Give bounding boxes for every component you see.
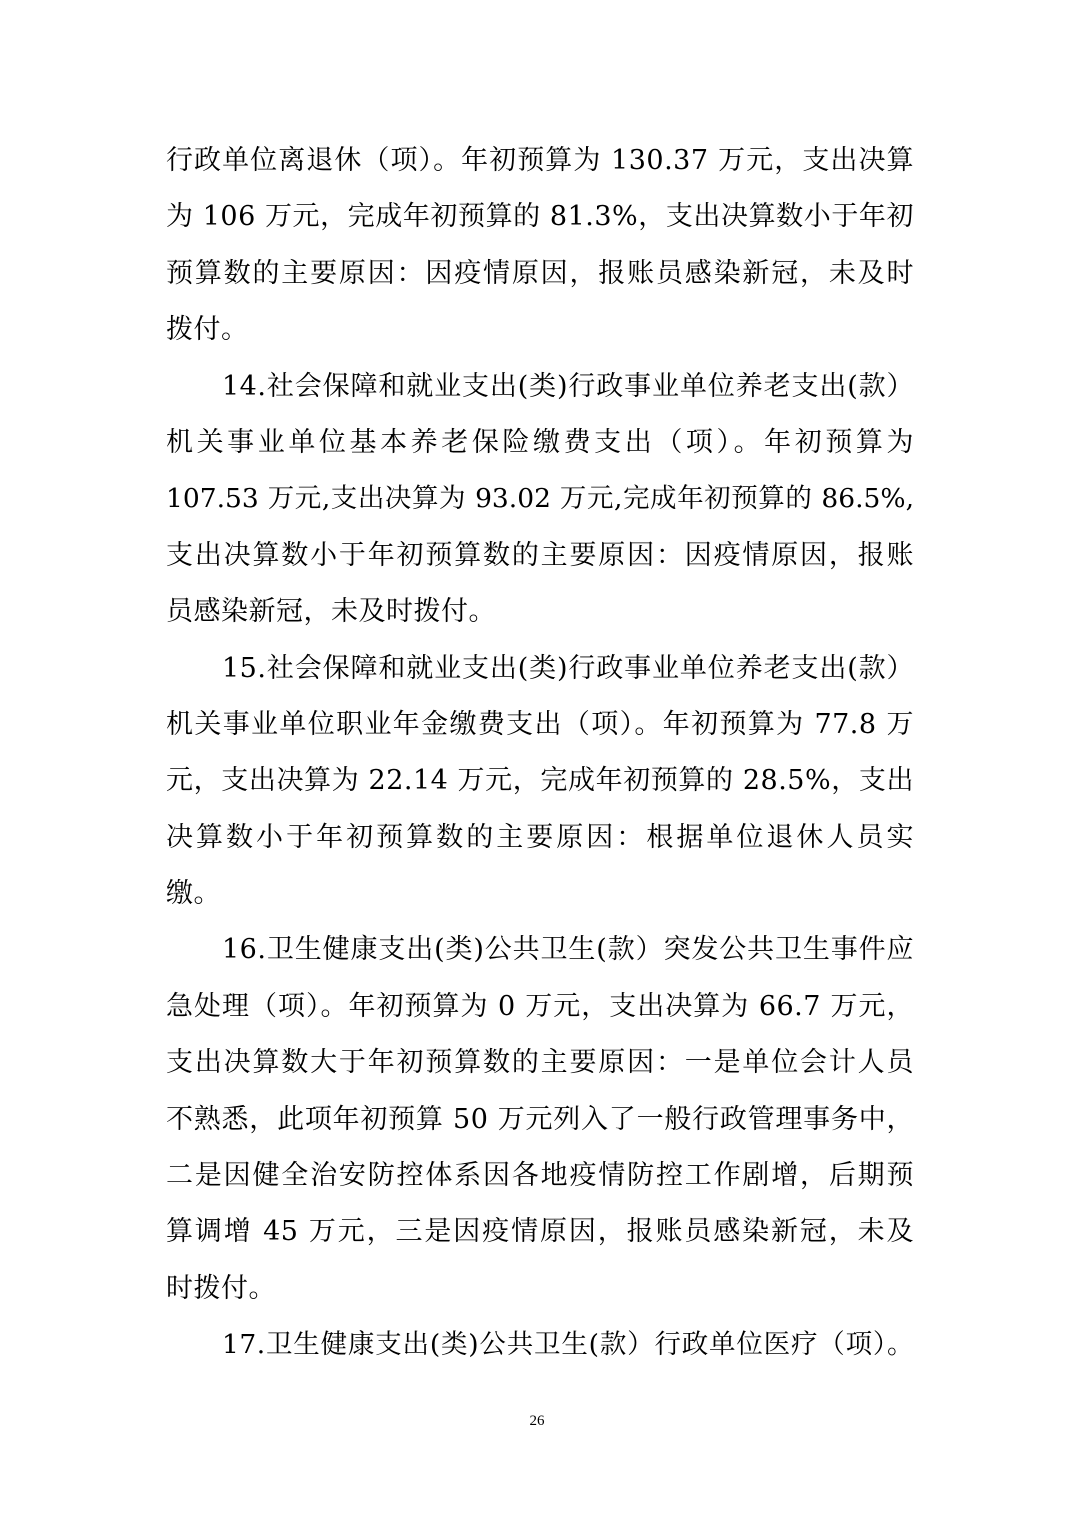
text-line: 预算数的主要原因：因疫情原因，报账员感染新冠，未及时 — [166, 257, 914, 289]
text-line: 机关事业单位基本养老保险缴费支出（项）。年初预算为 — [166, 426, 914, 458]
text-line: 行政单位离退休（项）。年初预算为 130.37 万元，支出决算 — [166, 145, 914, 176]
text-line: 急处理（项）。年初预算为 0 万元，支出决算为 66.7 万元， — [166, 990, 914, 1022]
text-line: 17.卫生健康支出(类)公共卫生(款）行政单位医疗（项）。 — [222, 1329, 914, 1361]
text-line: 16.卫生健康支出(类)公共卫生(款）突发公共卫生事件应 — [222, 934, 914, 966]
text-line: 时拨付。 — [166, 1272, 276, 1304]
page-number: 26 — [529, 1413, 545, 1429]
text-line: 元，支出决算为 22.14 万元，完成年初预算的 28.5%，支出 — [166, 765, 914, 797]
text-line: 支出决算数大于年初预算数的主要原因：一是单位会计人员 — [166, 1047, 914, 1079]
text-line: 员感染新冠，未及时拨付。 — [166, 596, 496, 628]
text-line: 107.53 万元,支出决算为 93.02 万元,完成年初预算的 86.5%, — [166, 483, 914, 515]
text-line: 为 106 万元，完成年初预算的 81.3%，支出决算数小于年初 — [166, 201, 914, 233]
text-line: 拨付。 — [166, 314, 249, 346]
text-line: 支出决算数小于年初预算数的主要原因：因疫情原因，报账 — [166, 539, 914, 571]
text-line: 不熟悉，此项年初预算 50 万元列入了一般行政管理事务中， — [166, 1103, 914, 1135]
text-line: 15.社会保障和就业支出(类)行政事业单位养老支出(款） — [222, 652, 914, 684]
text-line: 14.社会保障和就业支出(类)行政事业单位养老支出(款） — [222, 370, 914, 402]
text-line: 机关事业单位职业年金缴费支出（项）。年初预算为 77.8 万 — [166, 708, 914, 740]
body-text — [166, 133, 914, 1374]
text-line: 算调增 45 万元，三是因疫情原因，报账员感染新冠，未及 — [166, 1216, 914, 1248]
text-line: 决算数小于年初预算数的主要原因：根据单位退休人员实 — [166, 821, 914, 853]
text-line: 缴。 — [166, 878, 221, 910]
text-line: 二是因健全治安防控体系因各地疫情防控工作剧增，后期预 — [166, 1160, 914, 1192]
